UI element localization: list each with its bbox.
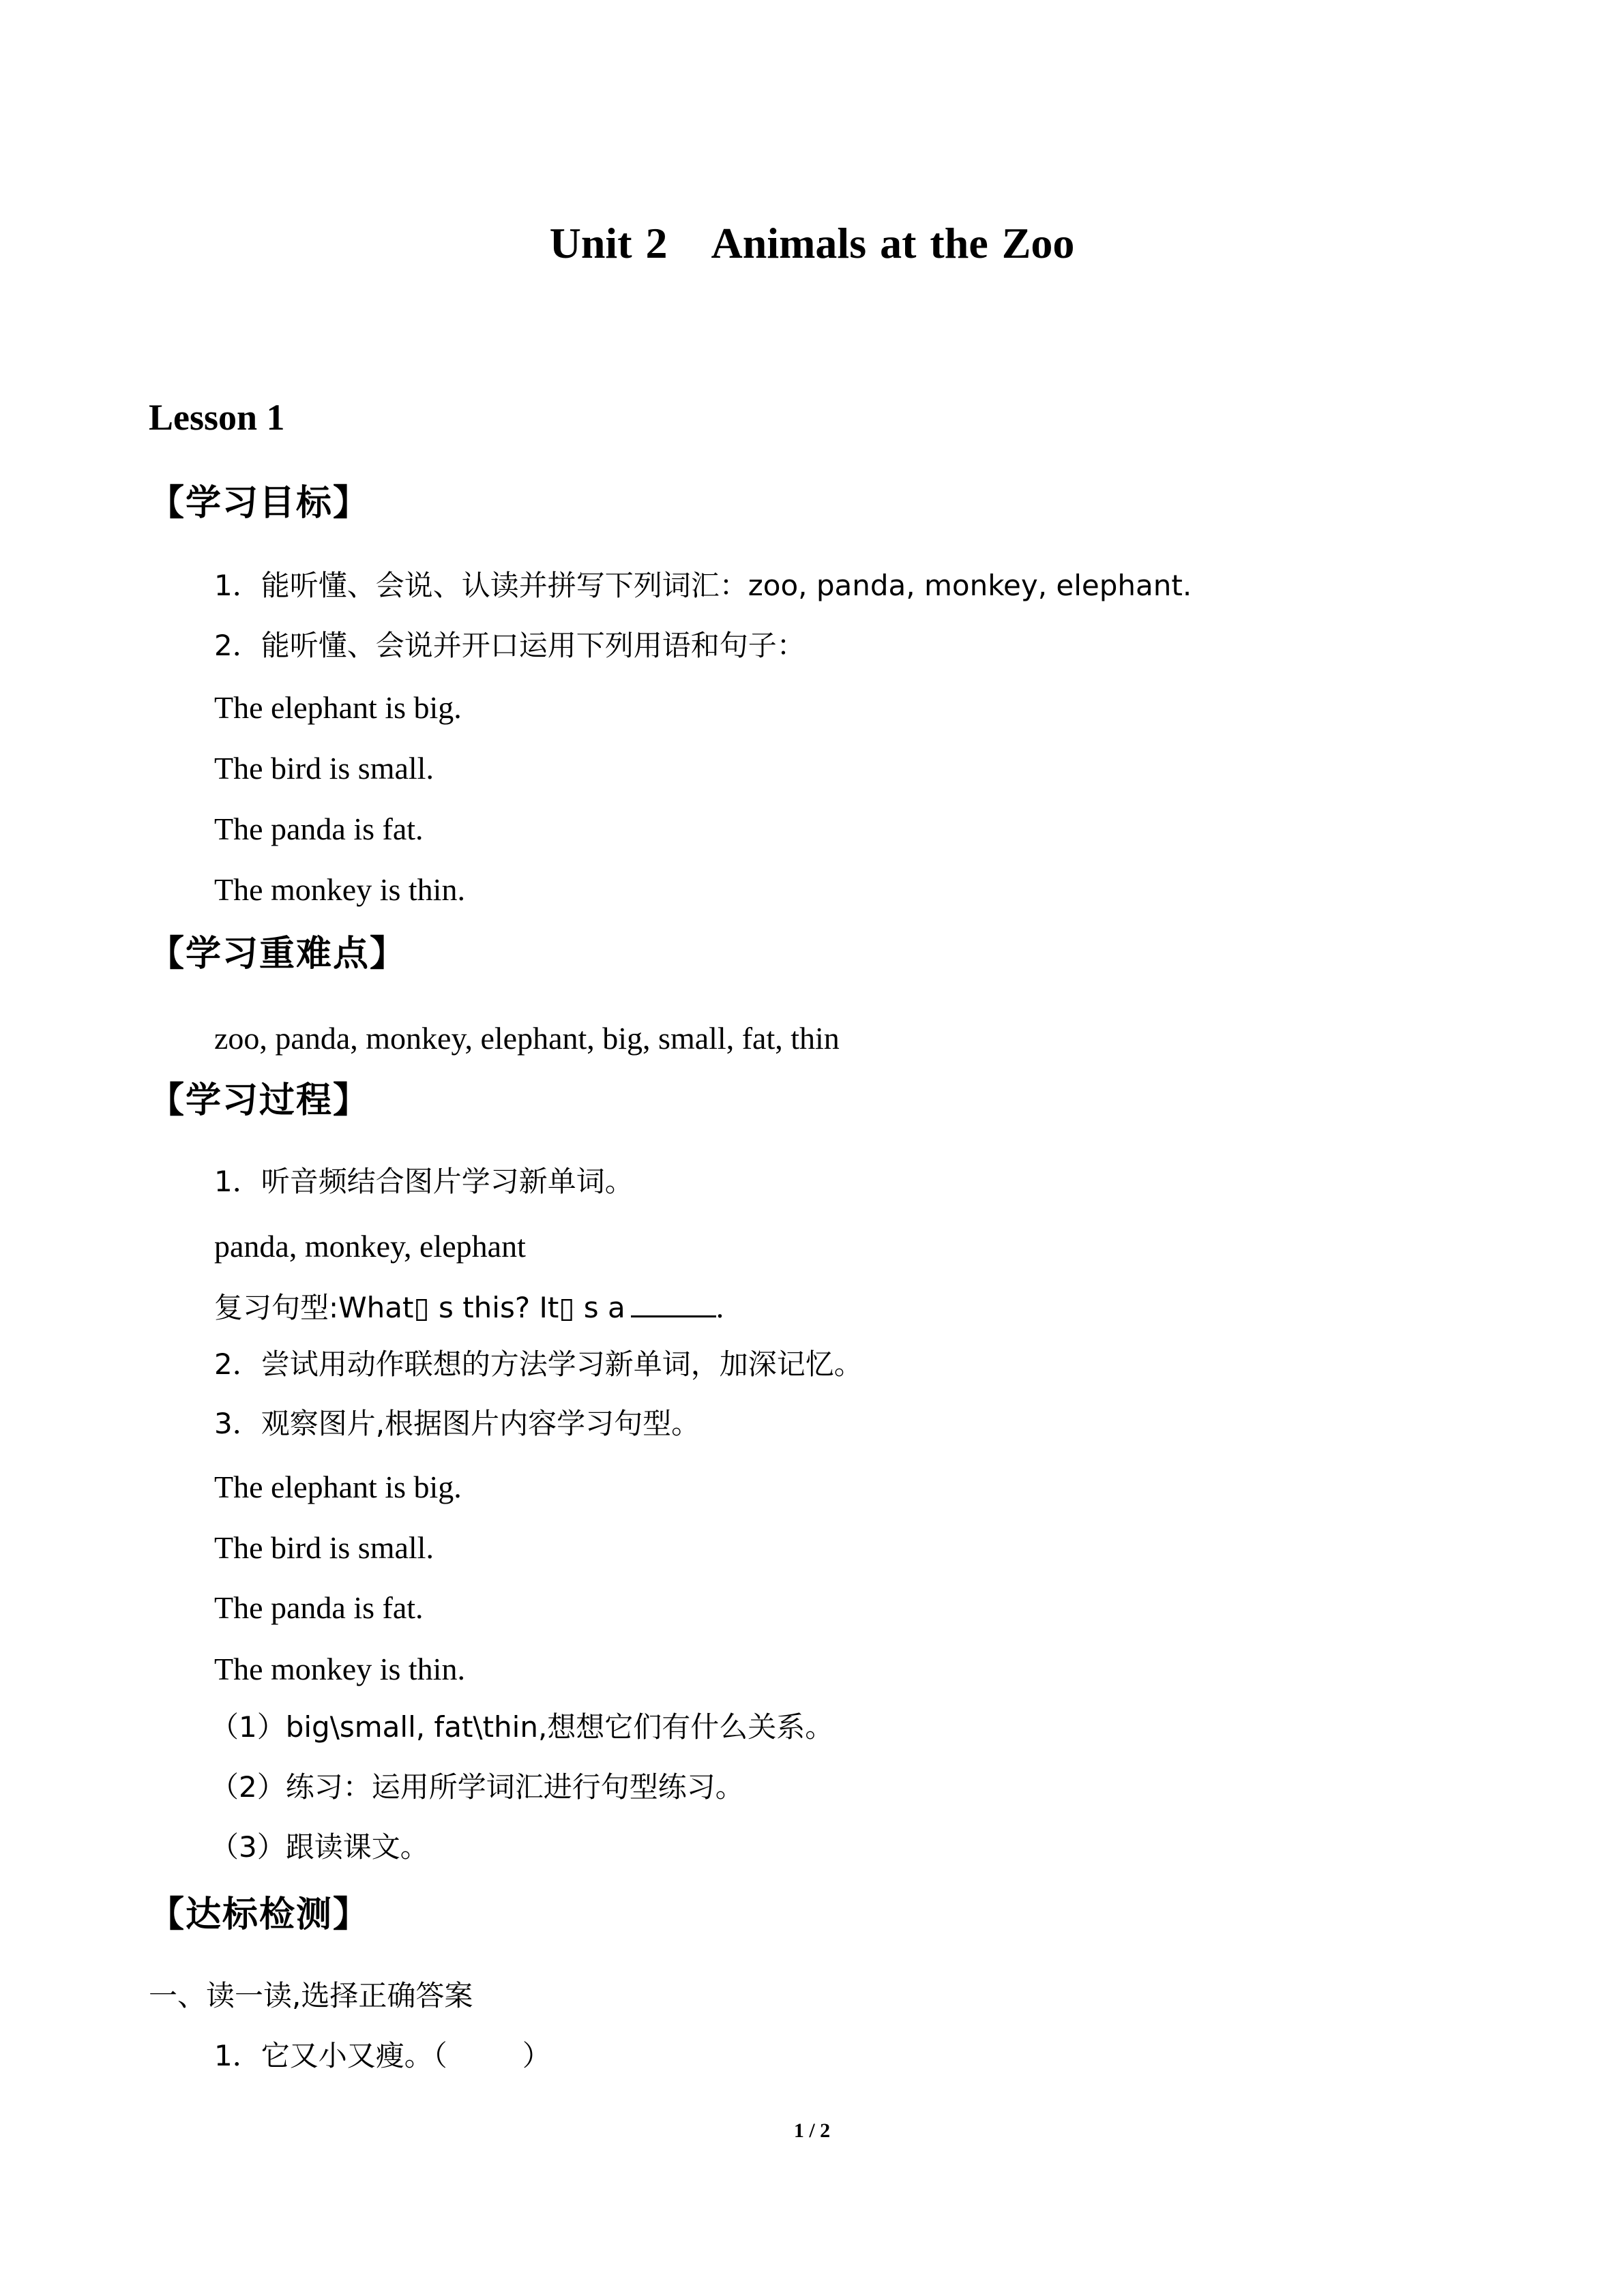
- process-sub-item: （3）跟读课文。: [210, 1830, 429, 1864]
- example-sentence: The panda is fat.: [214, 1590, 424, 1625]
- review-pattern-end: .: [715, 1289, 724, 1324]
- page-number: 1 / 2: [793, 2119, 831, 2142]
- answer-blank[interactable]: [631, 1291, 716, 1317]
- example-sentence: The elephant is big.: [214, 1470, 462, 1504]
- unit-name: Animals at the Zoo: [711, 219, 1075, 267]
- process-step: 2．尝试用动作联想的方法学习新单词，加深记忆。: [214, 1347, 863, 1381]
- example-sentence: The bird is small.: [214, 751, 434, 786]
- key-points-heading: 【学习重难点】: [149, 934, 407, 974]
- example-sentence: The monkey is thin.: [214, 1652, 465, 1686]
- example-sentence: The monkey is thin.: [214, 872, 465, 907]
- process-heading: 【学习过程】: [149, 1080, 370, 1121]
- objective-item: 2．能听懂、会说并开口运用下列用语和句子：: [214, 629, 806, 662]
- objectives-heading: 【学习目标】: [149, 483, 370, 524]
- process-step: 3．观察图片,根据图片内容学习句型。: [214, 1407, 700, 1440]
- assessment-heading: 【达标检测】: [149, 1894, 370, 1935]
- step-words: panda, monkey, elephant: [214, 1229, 526, 1264]
- review-pattern-text: 复习句型:What▯ s this? It▯ s a: [214, 1291, 625, 1324]
- process-step: 1．听音频结合图片学习新单词。: [214, 1165, 634, 1198]
- lesson-title: Lesson 1: [149, 397, 285, 438]
- assessment-part-title: 一、读一读,选择正确答案: [149, 1979, 473, 2012]
- example-sentence: The elephant is big.: [214, 690, 462, 725]
- question-item: [214, 2039, 551, 2072]
- objective-item: 1．能听懂、会说、认读并拼写下列词汇：zoo, panda, monkey, elephant.: [214, 569, 1192, 602]
- key-vocab: zoo, panda, monkey, elephant, big, small, fat, thin: [214, 1021, 840, 1056]
- unit-label: Unit 2: [549, 219, 668, 267]
- question-close: ）: [522, 2039, 551, 2072]
- document-title: [0, 219, 1624, 267]
- example-sentence: The bird is small.: [214, 1530, 434, 1565]
- review-pattern: [214, 1291, 724, 1323]
- example-sentence: The panda is fat.: [214, 811, 424, 846]
- process-sub-item: （1）big\small, fat\thin,想想它们有什么关系。: [210, 1710, 834, 1744]
- process-sub-item: （2）练习：运用所学词汇进行句型练习。: [210, 1770, 744, 1804]
- question-text: 1．它又小又瘦。（: [214, 2039, 447, 2072]
